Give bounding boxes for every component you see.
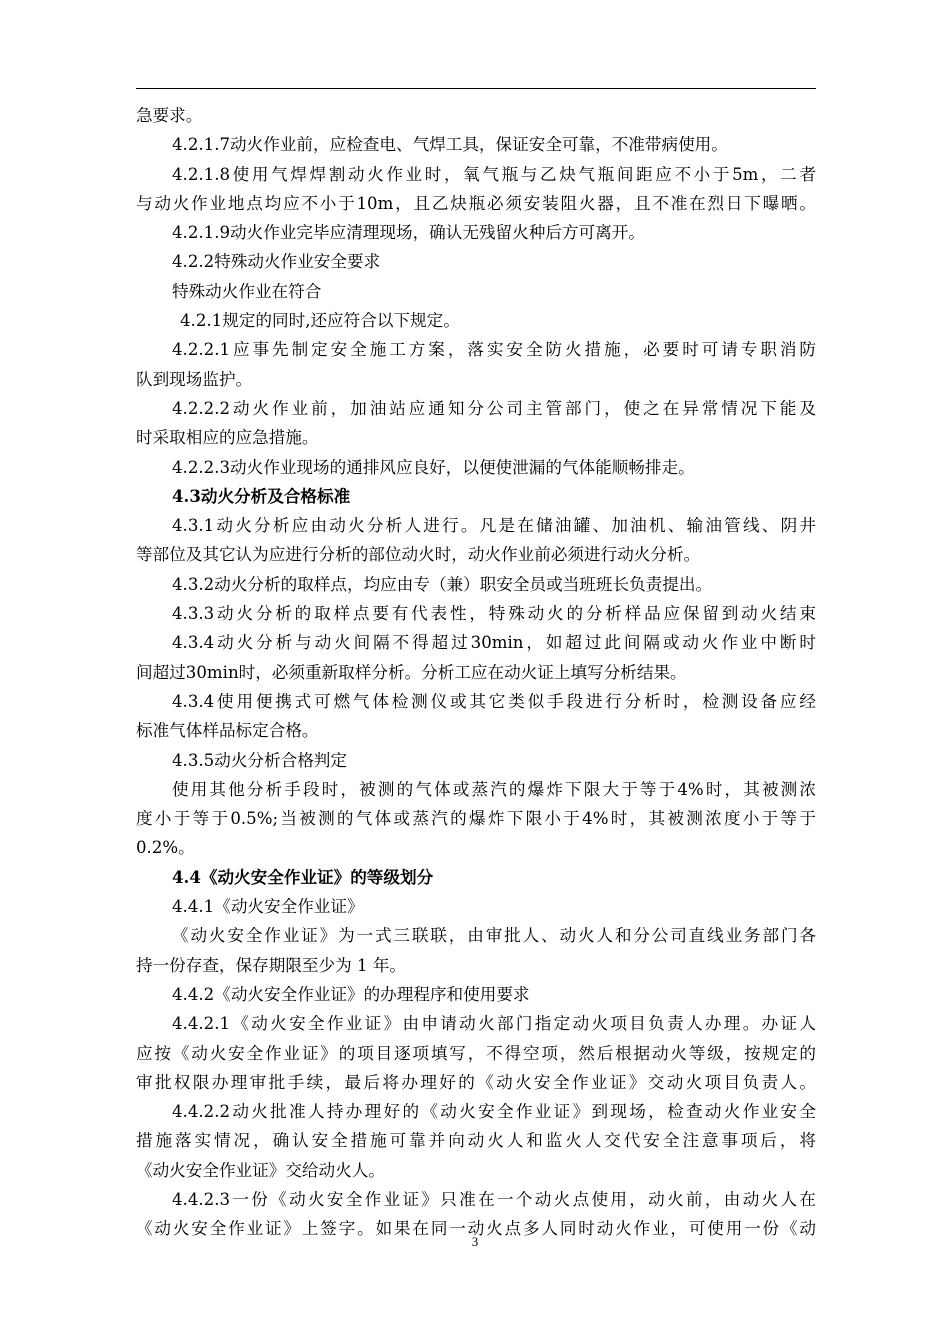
section-heading: 4.3动火分析及合格标准 bbox=[172, 485, 351, 506]
paragraph-line: 4.4.1《动火安全作业证》 bbox=[172, 897, 364, 917]
paragraph-line: 急要求。 bbox=[136, 106, 203, 125]
paragraph-line: 4.2.2.2动火作业前，加油站应通知分公司主管部门，使之在异常情况下能及 bbox=[172, 398, 816, 418]
paragraph-line: 使用其他分析手段时，被测的气体或蒸汽的爆炸下限大于等于4%时，其被测浓 bbox=[172, 779, 816, 799]
paragraph-line: 《动火安全作业证》交给动火人。 bbox=[136, 1160, 385, 1180]
paragraph-line: 队到现场监护。 bbox=[136, 369, 253, 389]
paragraph-line: 4.4.2.1《动火安全作业证》由申请动火部门指定动火项目负责人办理。办证人 bbox=[172, 1014, 816, 1034]
paragraph-line: 4.2.1规定的同时,还应符合以下规定。 bbox=[180, 311, 460, 331]
paragraph-line: 应按《动火安全作业证》的项目逐项填写，不得空项，然后根据动火等级，按规定的 bbox=[136, 1043, 816, 1063]
paragraph-line: 4.2.2.1应事先制定安全施工方案，落实安全防火措施，必要时可请专职消防 bbox=[172, 340, 816, 360]
paragraph-line: 4.2.1.9动火作业完毕应清理现场，确认无残留火种后方可离开。 bbox=[172, 223, 645, 243]
paragraph-line: 4.2.1.8使用气焊焊割动火作业时，氧气瓶与乙炔气瓶间距应不小于5m，二者 bbox=[172, 164, 816, 184]
paragraph-line: 《动火安全作业证》为一式三联联，由审批人、动火人和分公司直线业务部门各 bbox=[172, 926, 816, 946]
header-rule bbox=[136, 88, 816, 89]
page-number: 3 bbox=[471, 1234, 479, 1249]
paragraph-line: 4.3.2动火分析的取样点，均应由专（兼）职安全员或当班班长负责提出。 bbox=[172, 574, 713, 594]
paragraph-line: 4.4.2《动火安全作业证》的办理程序和使用要求 bbox=[172, 984, 530, 1004]
paragraph-line: 4.3.5动火分析合格判定 bbox=[172, 750, 347, 770]
paragraph-line: 4.3.1动火分析应由动火分析人进行。凡是在储油罐、加油机、输油管线、阴井 bbox=[172, 516, 816, 536]
paragraph-line: 特殊动火作业在符合 bbox=[172, 281, 322, 301]
paragraph-line: 4.3.3动火分析的取样点要有代表性，特殊动火的分析样品应保留到动火结束 bbox=[172, 604, 816, 624]
paragraph-line: 审批权限办理审批手续，最后将办理好的《动火安全作业证》交动火项目负责人。 bbox=[136, 1072, 816, 1092]
paragraph-line: 4.3.4动火分析与动火间隔不得超过30min，如超过此间隔或动火作业中断时 bbox=[172, 633, 816, 653]
paragraph-line: 4.2.2.3动火作业现场的通排风应良好，以便使泄漏的气体能顺畅排走。 bbox=[172, 457, 695, 477]
paragraph-line: 时采取相应的应急措施。 bbox=[136, 428, 319, 448]
paragraph-line: 间超过30min时，必须重新取样分析。分析工应在动火证上填写分析结果。 bbox=[136, 662, 687, 682]
paragraph-line: 4.2.2特殊动火作业安全要求 bbox=[172, 252, 381, 272]
paragraph-line: 与动火作业地点均应不小于10m，且乙炔瓶必须安装阻火器，且不准在烈日下曝晒。 bbox=[136, 193, 816, 213]
paragraph-line: 等部位及其它认为应进行分析的部位动火时，动火作业前必须进行动火分析。 bbox=[136, 545, 701, 565]
paragraph-line: 0.2%。 bbox=[136, 838, 195, 858]
paragraph-line: 持一份存查，保存期限至少为 1 年。 bbox=[136, 955, 407, 975]
paragraph-line: 标准气体样品标定合格。 bbox=[136, 721, 319, 741]
document-body bbox=[136, 101, 816, 1244]
paragraph-line: 措施落实情况，确认安全措施可靠并向动火人和监火人交代安全注意事项后，将 bbox=[136, 1131, 816, 1151]
paragraph-line: 《动火安全作业证》上签字。如果在同一动火点多人同时动火作业，可使用一份《动 bbox=[136, 1219, 816, 1239]
paragraph-line: 4.2.1.7动火作业前，应检查电、气焊工具，保证安全可靠，不准带病使用。 bbox=[172, 135, 728, 155]
section-heading: 4.4《动火安全作业证》的等级划分 bbox=[172, 866, 434, 887]
paragraph-line: 4.3.4使用便携式可燃气体检测仪或其它类似手段进行分析时，检测设备应经 bbox=[172, 691, 816, 711]
paragraph-line: 4.4.2.2动火批准人持办理好的《动火安全作业证》到现场，检查动火作业安全 bbox=[172, 1102, 816, 1122]
paragraph-line: 4.4.2.3一份《动火安全作业证》只准在一个动火点使用，动火前，由动火人在 bbox=[172, 1189, 816, 1209]
paragraph-line: 度小于等于0.5%;当被测的气体或蒸汽的爆炸下限小于4%时，其被测浓度小于等于 bbox=[136, 809, 816, 829]
